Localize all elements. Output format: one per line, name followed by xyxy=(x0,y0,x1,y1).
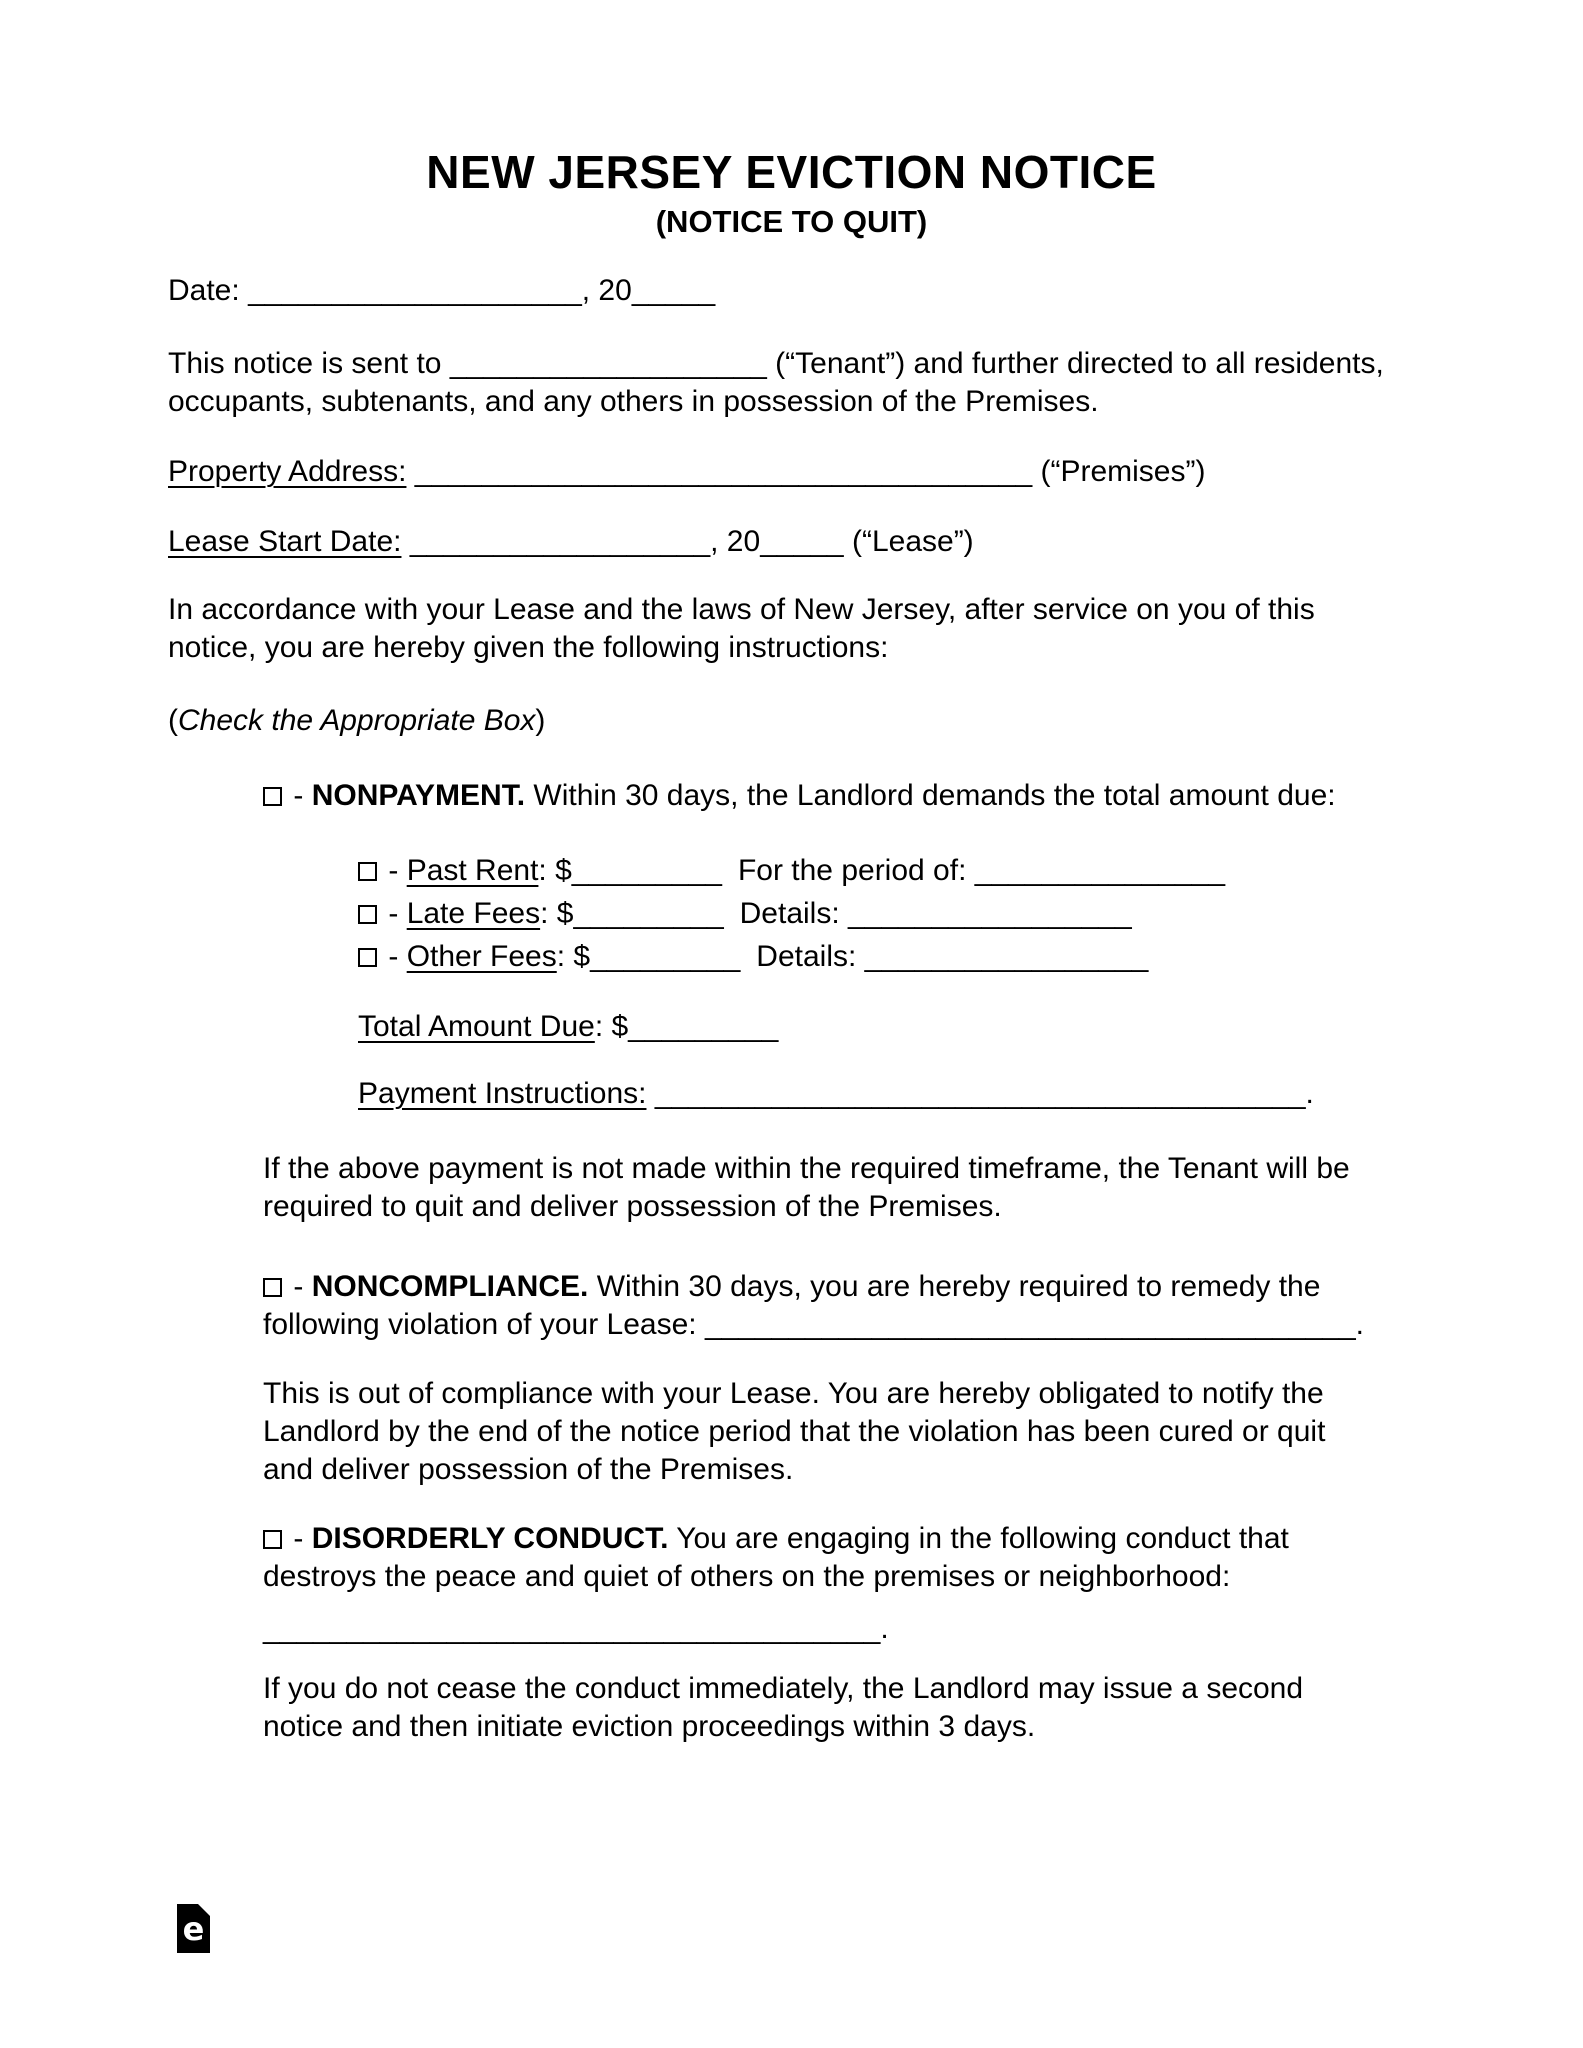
disorderly-footer-line-2: notice and then initiate eviction proceedings within 3 days. xyxy=(263,1710,1036,1743)
check-note-open-paren: ( xyxy=(168,704,178,737)
dash: - xyxy=(388,897,399,930)
disorderly-title: DISORDERLY CONDUCT. xyxy=(311,1522,669,1555)
check-note-text: Check the Appropriate Box xyxy=(178,704,536,737)
lease-start-blank[interactable]: __________________ xyxy=(409,525,711,558)
noncompliance-line-2 xyxy=(263,1306,1364,1344)
nonpayment-footer-paragraph xyxy=(263,1150,1350,1226)
lease-year-blank[interactable]: _____ xyxy=(760,525,844,558)
period: . xyxy=(1305,1077,1314,1110)
date-year-label: , 20 xyxy=(581,274,632,307)
nonpayment-intro: Within 30 days, the Landlord demands the total amount due: xyxy=(533,779,1336,812)
noncompliance-footer-line-3: and deliver possession of the Premises. xyxy=(263,1453,794,1486)
past-rent-money-prefix: : $ xyxy=(538,854,572,887)
late-fees-label: Late Fees xyxy=(406,897,541,930)
total-amount-blank[interactable]: _________ xyxy=(628,1010,779,1043)
total-amount-prefix: : $ xyxy=(594,1010,629,1043)
check-box-note xyxy=(168,702,545,740)
period: . xyxy=(1355,1308,1364,1341)
past-rent-amount-blank[interactable]: _________ xyxy=(571,854,722,887)
page-subtitle: (NOTICE TO QUIT) xyxy=(655,204,928,239)
other-fees-checkbox[interactable] xyxy=(358,948,377,967)
disorderly-footer-paragraph xyxy=(263,1670,1303,1746)
property-address-blank[interactable]: _____________________________________ xyxy=(414,455,1033,488)
accordance-line-2: notice, you are hereby given the following instructions: xyxy=(168,631,889,664)
property-address-label: Property Address: xyxy=(168,455,407,488)
sent-to-line-1 xyxy=(168,345,1384,383)
payment-instructions-line xyxy=(358,1075,1314,1113)
past-rent-period-blank[interactable]: _______________ xyxy=(974,854,1226,887)
disorderly-checkbox[interactable] xyxy=(263,1530,282,1549)
violation-label: following violation of your Lease: xyxy=(263,1308,697,1341)
date-blank[interactable]: ____________________ xyxy=(248,274,582,307)
nonpayment-checkbox[interactable] xyxy=(263,787,282,806)
date-label: Date: xyxy=(168,274,240,307)
late-fees-details-blank[interactable]: _________________ xyxy=(848,897,1132,930)
other-fees-row xyxy=(358,935,1225,978)
total-amount-line xyxy=(358,1008,778,1046)
late-fees-checkbox[interactable] xyxy=(358,905,377,924)
sent-to-line-2: occupants, subtenants, and any others in possession of the Premises. xyxy=(168,385,1099,418)
noncompliance-intro: Within 30 days, you are hereby required to remedy the xyxy=(596,1270,1321,1303)
nonpayment-footer-line-2: required to quit and deliver possession of the Premises. xyxy=(263,1190,1002,1223)
page-title: NEW JERSEY EVICTION NOTICE xyxy=(426,146,1157,198)
payment-instructions-blank[interactable]: _______________________________________ xyxy=(654,1077,1306,1110)
payment-instructions-label: Payment Instructions: xyxy=(358,1077,647,1110)
lease-year-label: , 20 xyxy=(710,525,761,558)
disorderly-line-2: destroys the peace and quiet of others on the premises or neighborhood: xyxy=(263,1560,1231,1593)
noncompliance-footer-paragraph xyxy=(263,1375,1325,1489)
violation-blank[interactable]: _______________________________________ xyxy=(704,1308,1356,1341)
lease-start-line xyxy=(168,523,974,561)
other-fees-details-blank[interactable]: _________________ xyxy=(864,940,1149,973)
eforms-logo-letter: e xyxy=(182,1910,205,1948)
past-rent-row xyxy=(358,849,1225,892)
past-rent-checkbox[interactable] xyxy=(358,862,377,881)
late-fees-money-prefix: : $ xyxy=(540,897,574,930)
nonpayment-title: NONPAYMENT. xyxy=(311,779,526,812)
dash: - xyxy=(293,779,304,812)
disorderly-section xyxy=(263,1520,1289,1596)
other-fees-details-label: Details: xyxy=(756,940,857,973)
late-fees-details-label: Details: xyxy=(739,897,840,930)
conduct-description-blank[interactable]: _____________________________________ xyxy=(263,1612,881,1645)
eforms-logo xyxy=(177,1904,210,1953)
past-rent-label: Past Rent xyxy=(406,854,539,887)
late-fees-row xyxy=(358,892,1225,935)
total-amount-label: Total Amount Due xyxy=(358,1010,595,1043)
nonpayment-footer-line-1: If the above payment is not made within the required timeframe, the Tenant will be xyxy=(263,1152,1350,1185)
noncompliance-checkbox[interactable] xyxy=(263,1278,282,1297)
accordance-line-1: In accordance with your Lease and the laws of New Jersey, after service on you of this xyxy=(168,593,1315,626)
noncompliance-title: NONCOMPLIANCE. xyxy=(311,1270,589,1303)
other-fees-amount-blank[interactable]: _________ xyxy=(590,940,741,973)
accordance-paragraph xyxy=(168,591,1315,667)
nonpayment-heading xyxy=(263,777,1336,815)
period: . xyxy=(880,1612,889,1645)
other-fees-money-prefix: : $ xyxy=(556,940,591,973)
sent-to-paragraph xyxy=(168,345,1384,421)
property-address-line xyxy=(168,453,1205,491)
noncompliance-heading xyxy=(263,1268,1364,1306)
date-year-blank[interactable]: _____ xyxy=(631,274,716,307)
tenant-name-blank[interactable]: ___________________ xyxy=(449,347,767,380)
nonpayment-items xyxy=(358,849,1225,978)
dash: - xyxy=(388,854,399,887)
premises-suffix: (“Premises”) xyxy=(1040,455,1206,488)
disorderly-heading xyxy=(263,1520,1289,1558)
sent-to-prefix: This notice is sent to xyxy=(168,347,442,380)
sent-to-suffix: (“Tenant”) and further directed to all residents, xyxy=(775,347,1384,380)
disorderly-footer-line-1: If you do not cease the conduct immediately, the Landlord may issue a second xyxy=(263,1672,1304,1705)
dash: - xyxy=(293,1270,304,1303)
lease-start-label: Lease Start Date: xyxy=(168,525,402,558)
disorderly-blank-line xyxy=(263,1610,889,1648)
date-line xyxy=(168,272,715,310)
late-fees-amount-blank[interactable]: _________ xyxy=(573,897,724,930)
past-rent-period-label: For the period of: xyxy=(737,854,967,887)
lease-suffix: (“Lease”) xyxy=(851,525,974,558)
dash: - xyxy=(388,940,399,973)
other-fees-label: Other Fees xyxy=(406,940,557,973)
check-note-close-paren: ) xyxy=(535,704,546,737)
noncompliance-footer-line-1: This is out of compliance with your Lease. You are hereby obligated to notify the xyxy=(263,1377,1324,1410)
noncompliance-footer-line-2: Landlord by the end of the notice period that the violation has been cured or quit xyxy=(263,1415,1326,1448)
dash: - xyxy=(293,1522,304,1555)
noncompliance-section xyxy=(263,1268,1364,1344)
disorderly-intro: You are engaging in the following conduct that xyxy=(676,1522,1289,1555)
